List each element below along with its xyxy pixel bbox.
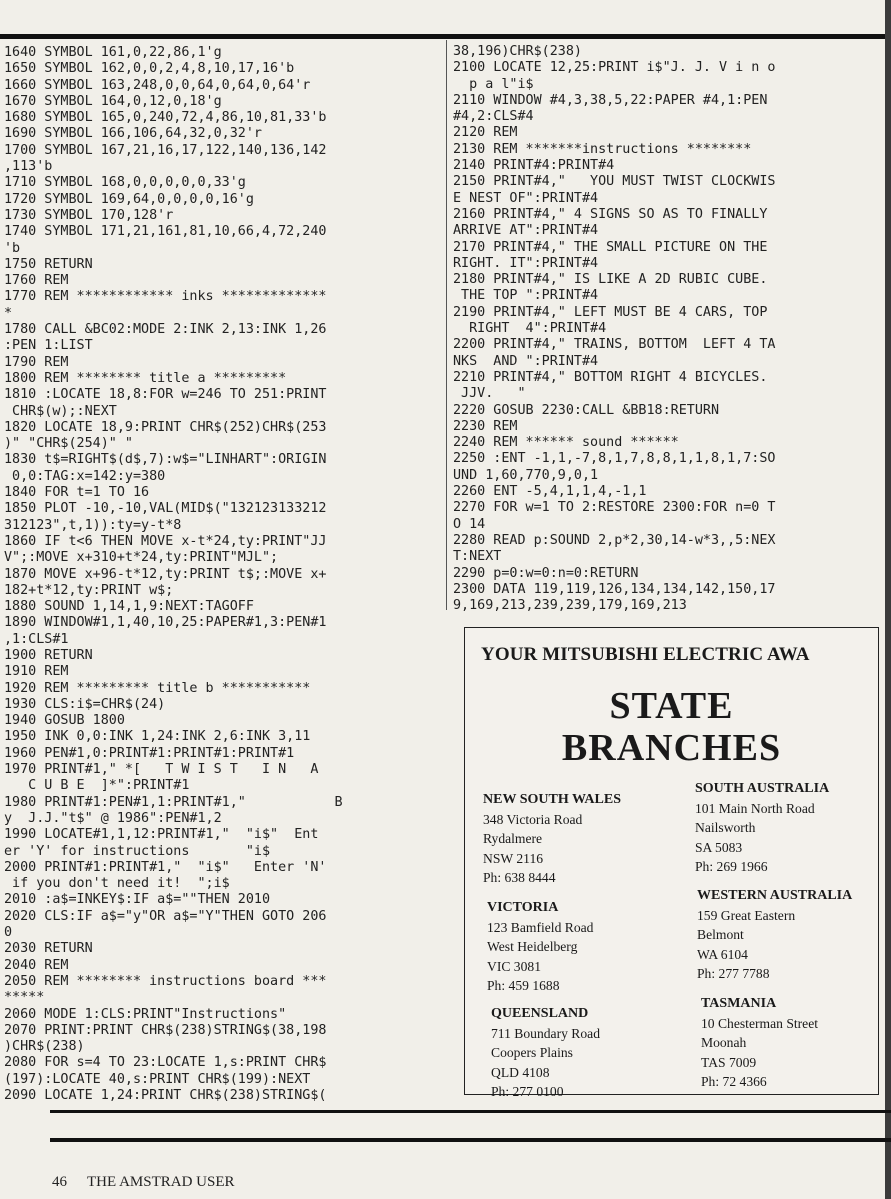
listing-line: 2200 PRINT#4," TRAINS, BOTTOM LEFT 4 TA — [453, 337, 776, 353]
branch-line: Nailsworth — [695, 820, 756, 836]
advertisement-box — [464, 627, 879, 1100]
listing-line: ***** — [4, 990, 45, 1006]
listing-line: 2030 RETURN — [4, 941, 93, 957]
listing-line: 1820 LOCATE 18,9:PRINT CHR$(252)CHR$(253 — [4, 419, 327, 435]
branch-name: SOUTH AUSTRALIA — [695, 781, 830, 796]
column-divider — [446, 40, 447, 610]
listing-line: 1890 WINDOW#1,1,40,10,25:PAPER#1,3:PEN#1 — [4, 615, 327, 631]
listing-line: 1760 REM — [4, 273, 69, 289]
branch-line: Ph: 277 7788 — [697, 966, 770, 982]
listing-line: 1680 SYMBOL 165,0,240,72,4,86,10,81,33'b — [4, 110, 327, 126]
branch-name: QUEENSLAND — [491, 1006, 589, 1021]
listing-line: 1930 CLS:i$=CHR$(24) — [4, 696, 166, 712]
listing-line: 1940 GOSUB 1800 — [4, 713, 125, 729]
listing-line: 2050 REM ******** instructions board *** — [4, 973, 327, 989]
branch-name: TASMANIA — [701, 996, 777, 1011]
branch-line: 123 Bamfield Road — [487, 919, 594, 935]
branch-tas — [701, 994, 818, 1092]
listing-line: 9,169,213,239,239,179,169,213 — [453, 598, 687, 614]
listing-line: 2300 DATA 119,119,126,134,134,142,150,17 — [453, 581, 776, 597]
listing-line: C U B E ]*":PRINT#1 — [4, 778, 190, 794]
listing-line: )" "CHR$(254)" " — [4, 436, 133, 452]
listing-line: 2010 :a$=INKEY$:IF a$=""THEN 2010 — [4, 892, 271, 908]
listing-line: 1670 SYMBOL 164,0,12,0,18'g — [4, 93, 222, 109]
listing-line: T:NEXT — [453, 549, 502, 565]
branch-line: Moonah — [701, 1035, 747, 1051]
listing-line: 2110 WINDOW #4,3,38,5,22:PAPER #4,1:PEN — [453, 92, 768, 108]
branch-line: West Heidelberg — [487, 939, 578, 955]
branch-name: NEW SOUTH WALES — [483, 792, 621, 807]
listing-line: 1950 INK 0,0:INK 1,24:INK 2,6:INK 3,11 — [4, 729, 311, 745]
listing-line: 2100 LOCATE 12,25:PRINT i$"J. J. V i n o — [453, 60, 776, 76]
listing-line: p a l"i$ — [453, 76, 534, 92]
branch-line: Ph: 459 1688 — [487, 978, 560, 994]
branch-line: Ph: 638 8444 — [483, 870, 556, 886]
listing-line: 1700 SYMBOL 167,21,16,17,122,140,136,142 — [4, 142, 327, 158]
listing-line: er 'Y' for instructions "i$ — [4, 843, 271, 859]
page-edge — [885, 0, 891, 1199]
listing-line: 2150 PRINT#4," YOU MUST TWIST CLOCKWIS — [453, 174, 776, 190]
listing-line: UND 1,60,770,9,0,1 — [453, 467, 599, 483]
listing-line: 2160 PRINT#4," 4 SIGNS SO AS TO FINALLY — [453, 206, 768, 222]
top-rule — [0, 34, 891, 39]
listing-line: * — [4, 305, 13, 321]
listing-line: (197):LOCATE 40,s:PRINT CHR$(199):NEXT — [4, 1071, 311, 1087]
listing-line: 312123",t,1)):ty=y-t*8 — [4, 517, 182, 533]
listing-line: #4,2:CLS#4 — [453, 109, 534, 125]
listing-line: 1660 SYMBOL 163,248,0,0,64,0,64,0,64'r — [4, 77, 311, 93]
listing-line: 1720 SYMBOL 169,64,0,0,0,0,16'g — [4, 191, 254, 207]
branch-wa — [697, 886, 852, 984]
listing-line: 38,196)CHR$(238) — [453, 44, 582, 59]
listing-line: 2270 FOR w=1 TO 2:RESTORE 2300:FOR n=0 T — [453, 500, 776, 516]
branch-nsw — [483, 790, 621, 888]
branch-line: QLD 4108 — [491, 1064, 550, 1080]
listing-right-column — [453, 44, 878, 614]
listing-line: 1960 PEN#1,0:PRINT#1:PRINT#1:PRINT#1 — [4, 745, 295, 761]
listing-line: E NEST OF":PRINT#4 — [453, 190, 599, 206]
listing-line: 2280 READ p:SOUND 2,p*2,30,14-w*3,,5:NEX — [453, 532, 776, 548]
listing-line: 182+t*12,ty:PRINT w$; — [4, 582, 174, 598]
branch-qld — [491, 1004, 600, 1102]
listing-line: 1780 CALL &BC02:MODE 2:INK 2,13:INK 1,26 — [4, 322, 327, 338]
ad-headline: YOUR MITSUBISHI ELECTRIC AWA — [481, 644, 810, 665]
listing-line: 1990 LOCATE#1,1,12:PRINT#1," "i$" Ent — [4, 827, 319, 843]
listing-line: 1740 SYMBOL 171,21,161,81,10,66,4,72,240 — [4, 224, 327, 240]
listing-line: 1690 SYMBOL 166,106,64,32,0,32'r — [4, 126, 262, 142]
listing-line: 1640 SYMBOL 161,0,22,86,1'g — [4, 45, 222, 60]
listing-line: 1650 SYMBOL 162,0,0,2,4,8,10,17,16'b — [4, 61, 295, 77]
branch-line: Coopers Plains — [491, 1045, 573, 1061]
listing-line: 2140 PRINT#4:PRINT#4 — [453, 158, 615, 174]
branch-line: 10 Chesterman Street — [701, 1015, 819, 1031]
listing-line: RIGHT 4":PRINT#4 — [453, 321, 607, 337]
branch-sa — [695, 779, 829, 877]
listing-line: 1980 PRINT#1:PEN#1,1:PRINT#1," B — [4, 794, 343, 810]
listing-line: 1730 SYMBOL 170,128'r — [4, 207, 174, 223]
listing-line: 2120 REM — [453, 125, 518, 141]
bottom-rule — [50, 1110, 891, 1113]
listing-line: 2210 PRINT#4," BOTTOM RIGHT 4 BICYCLES. — [453, 369, 768, 385]
listing-line: 2000 PRINT#1:PRINT#1," "i$" Enter 'N' — [4, 859, 327, 875]
listing-line: O 14 — [453, 516, 486, 532]
listing-line: THE TOP ":PRINT#4 — [453, 288, 599, 304]
listing-line: 1880 SOUND 1,14,1,9:NEXT:TAGOFF — [4, 599, 254, 615]
branch-line: NSW 2116 — [483, 850, 544, 866]
listing-line: 1770 REM ************ inks ************* — [4, 289, 327, 305]
listing-line: 1840 FOR t=1 TO 16 — [4, 485, 150, 501]
listing-line: 1910 REM — [4, 664, 69, 680]
listing-line: 0 — [4, 925, 13, 941]
branch-line: TAS 7009 — [701, 1054, 757, 1070]
listing-line: NKS AND ":PRINT#4 — [453, 353, 599, 369]
listing-line: 1800 REM ******** title a ********* — [4, 370, 287, 386]
listing-line: ARRIVE AT":PRINT#4 — [453, 223, 599, 239]
branch-name: WESTERN AUSTRALIA — [697, 888, 853, 903]
branch-line: VIC 3081 — [487, 958, 541, 974]
bottom-rule — [50, 1138, 891, 1142]
listing-line: 0,0:TAG:x=142:y=380 — [4, 468, 166, 484]
listing-line: 1750 RETURN — [4, 256, 93, 272]
listing-line: 2060 MODE 1:CLS:PRINT"Instructions" — [4, 1006, 287, 1022]
listing-line: 2170 PRINT#4," THE SMALL PICTURE ON THE — [453, 239, 768, 255]
listing-line: 2240 REM ****** sound ****** — [453, 435, 679, 451]
branch-line: Belmont — [697, 927, 744, 943]
branch-line: Ph: 72 4366 — [701, 1074, 767, 1090]
listing-line: 2220 GOSUB 2230:CALL &BB18:RETURN — [453, 402, 720, 418]
listing-line: 2290 p=0:w=0:n=0:RETURN — [453, 565, 639, 581]
branch-vic — [487, 898, 593, 996]
listing-line: 1860 IF t<6 THEN MOVE x-t*24,ty:PRINT"JJ — [4, 533, 327, 549]
page-footer — [52, 1174, 235, 1191]
listing-left-column — [4, 45, 444, 1104]
listing-line: RIGHT. IT":PRINT#4 — [453, 255, 599, 271]
branch-line: 348 Victoria Road — [483, 811, 583, 827]
listing-line: 2040 REM — [4, 957, 69, 973]
branch-line: Ph: 277 0100 — [491, 1084, 564, 1100]
branch-line: WA 6104 — [697, 946, 748, 962]
listing-line: )CHR$(238) — [4, 1039, 85, 1055]
branch-line: Rydalmere — [483, 831, 543, 847]
listing-line: 1920 REM ********* title b *********** — [4, 680, 311, 696]
magazine-name: THE AMSTRAD USER — [87, 1174, 235, 1190]
listing-line: y J.J."t$" @ 1986":PEN#1,2 — [4, 810, 222, 826]
listing-line: ,113'b — [4, 159, 53, 175]
listing-line: 2090 LOCATE 1,24:PRINT CHR$(238)STRING$( — [4, 1088, 327, 1103]
listing-line: 1810 :LOCATE 18,8:FOR w=246 TO 251:PRINT — [4, 387, 327, 403]
listing-line: 2080 FOR s=4 TO 23:LOCATE 1,s:PRINT CHR$ — [4, 1055, 327, 1071]
listing-line: CHR$(w);:NEXT — [4, 403, 117, 419]
branch-line: Ph: 269 1966 — [695, 859, 768, 875]
page-number: 46 — [52, 1174, 67, 1190]
listing-line: 2180 PRINT#4," IS LIKE A 2D RUBIC CUBE. — [453, 272, 768, 288]
listing-line: 1870 MOVE x+96-t*12,ty:PRINT t$;:MOVE x+ — [4, 566, 327, 582]
ad-title-line2: BRANCHES — [561, 727, 782, 769]
branch-name: VICTORIA — [487, 900, 559, 915]
listing-line: if you don't need it! ";i$ — [4, 876, 230, 892]
listing-line: 2260 ENT -5,4,1,1,4,-1,1 — [453, 484, 647, 500]
listing-line: 1710 SYMBOL 168,0,0,0,0,0,33'g — [4, 175, 246, 191]
listing-line: 2020 CLS:IF a$="y"OR a$="Y"THEN GOTO 206 — [4, 908, 327, 924]
listing-line: 1850 PLOT -10,-10,VAL(MID$("132123133212 — [4, 501, 327, 517]
listing-line: 2230 REM — [453, 418, 518, 434]
listing-line: :PEN 1:LIST — [4, 338, 93, 354]
branch-line: SA 5083 — [695, 839, 743, 855]
listing-line: 1970 PRINT#1," *[ T W I S T I N A — [4, 762, 319, 778]
listing-line: 'b — [4, 240, 21, 256]
listing-line: 1790 REM — [4, 354, 69, 370]
listing-line: JJV. " — [453, 386, 526, 402]
listing-line: 1900 RETURN — [4, 647, 93, 663]
listing-line: 2250 :ENT -1,1,-7,8,1,7,8,8,1,1,8,1,7:SO — [453, 451, 776, 467]
branch-line: 711 Boundary Road — [491, 1025, 600, 1041]
listing-line: V";:MOVE x+310+t*24,ty:PRINT"MJL"; — [4, 550, 279, 566]
branch-line: 101 Main North Road — [695, 800, 815, 816]
branch-line: 159 Great Eastern — [697, 907, 796, 923]
listing-line: 1830 t$=RIGHT$(d$,7):w$="LINHART":ORIGIN — [4, 452, 327, 468]
listing-line: 2070 PRINT:PRINT CHR$(238)STRING$(38,198 — [4, 1022, 327, 1038]
listing-line: ,1:CLS#1 — [4, 631, 69, 647]
ad-title-line1: STATE — [609, 685, 734, 727]
listing-line: 2190 PRINT#4," LEFT MUST BE 4 CARS, TOP — [453, 304, 768, 320]
listing-line: 2130 REM *******instructions ******** — [453, 141, 752, 157]
